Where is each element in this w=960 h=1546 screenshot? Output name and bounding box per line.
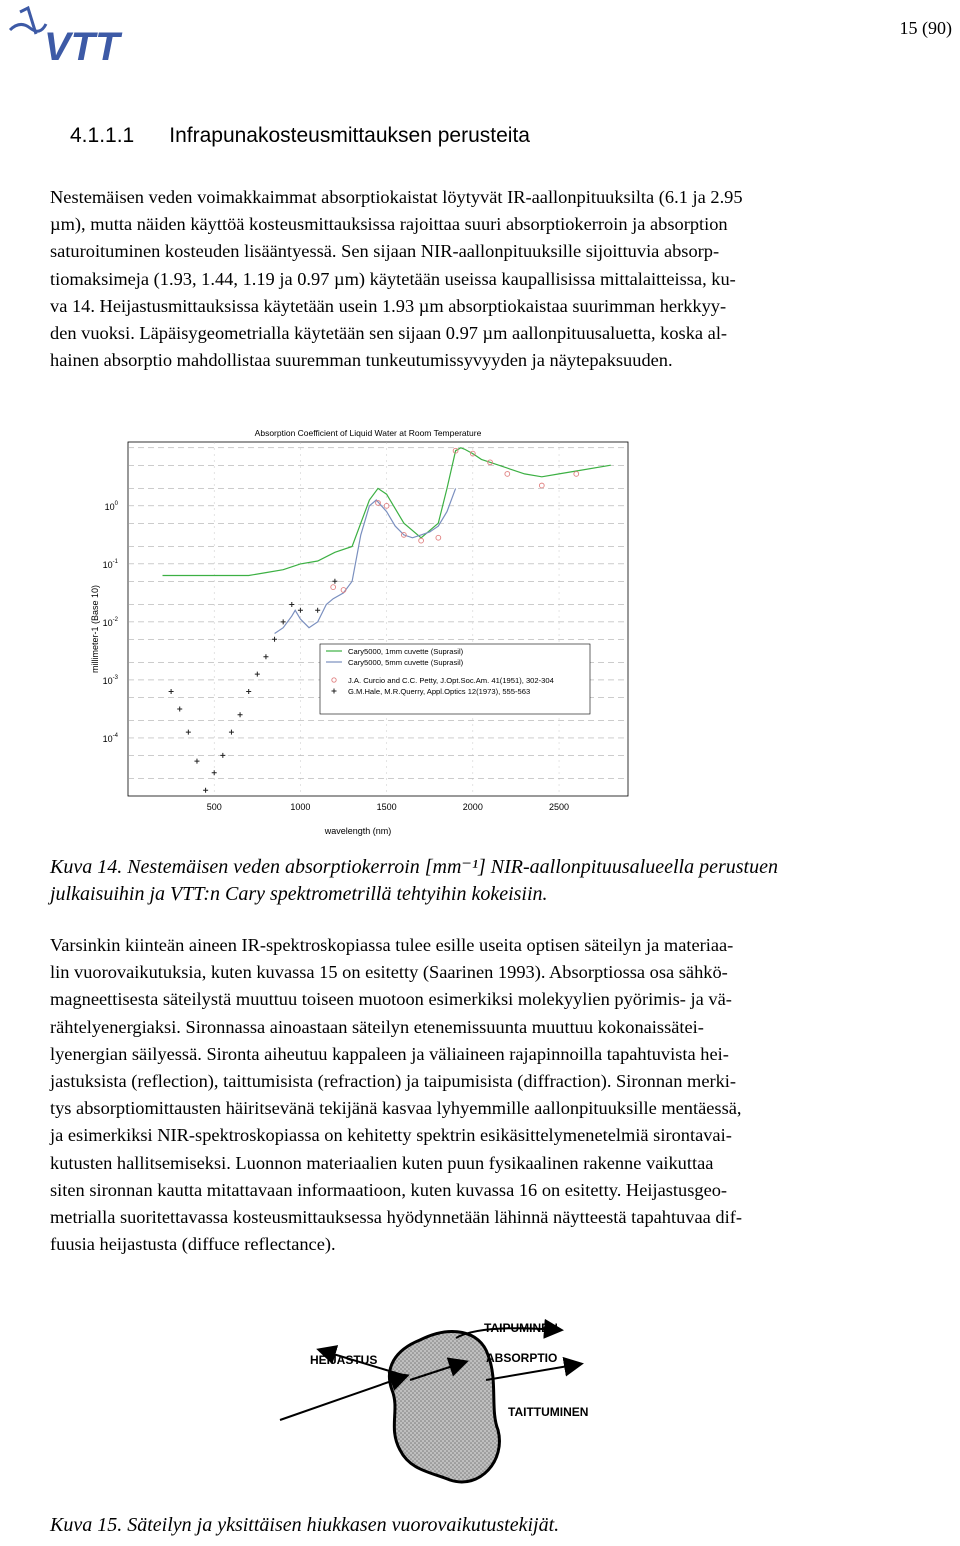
text-line: lin vuorovaikutuksia, kuten kuvassa 15 on esitetty (Saarinen 1993). Absorptiossa osa sähkö- [50, 962, 728, 983]
data-point [289, 602, 294, 607]
data-point [212, 770, 217, 775]
y-axis-label: millimeter-1 (Base 10) [90, 584, 100, 674]
data-point [332, 579, 337, 584]
text-line: Varsinkin kiinteän aineen IR-spektroskopiassa tulee esille useita optisen säteilyn ja materiaa- [50, 935, 734, 955]
caption-line: Kuva 14. Nestemäisen veden absorptiokerroin [mm⁻¹] NIR-aallonpituusalueella perustuen [50, 856, 778, 878]
data-point [177, 706, 182, 711]
caption-line: julkaisuihin ja VTT:n Cary spektrometrillä tehtyihin kokeisiin. [50, 883, 548, 905]
data-point [238, 712, 243, 717]
particle-interaction-diagram [260, 1300, 680, 1500]
legend-entry: Cary5000, 1mm cuvette (Suprasil) [348, 647, 464, 656]
section-heading [70, 124, 530, 148]
label-absorption: ABSORPTIO [486, 1351, 558, 1365]
text-line: den vuoksi. Läpäisygeometrialla käytetään sen sijaan 0.97 µm aallonpituusaluetta, koska al- [50, 323, 728, 344]
label-reflection: HEIJASTUS [310, 1353, 378, 1367]
data-point [229, 730, 234, 735]
data-point [331, 585, 336, 590]
y-tick-label: $10^{-4}$ [102, 732, 118, 744]
text-line: kutusten hallitsemiseksi. Luonnon materiaalien kuten puun fysikaalinen rakenne vaikuttaa [50, 1152, 714, 1173]
text-line: tiomaksimeja (1.93, 1.44, 1.19 ja 0.97 µm) käytetään useissa kaupallisissa mittalaitteissa, ku- [50, 268, 736, 289]
text-line: µm), mutta näiden käyttöä kosteusmittauksissa rajoittaa suuri absorptiokerroin ja absorption [50, 214, 728, 235]
text-line: magneettisesta säteilystä muuttuu toiseen muotoon esimerkiksi molekyylien pyörimis- ja vä- [50, 989, 732, 1010]
data-point [419, 538, 424, 543]
y-tick-label: $10^0$ [104, 500, 118, 512]
y-tick-label: $10^{-3}$ [102, 674, 118, 686]
data-point [263, 654, 268, 659]
data-point [574, 472, 579, 477]
x-tick-label: 500 [206, 802, 222, 812]
x-tick-label: 1500 [376, 802, 397, 812]
legend-entry: Cary5000, 5mm cuvette (Suprasil) [348, 658, 464, 667]
figure-14-caption [50, 854, 778, 908]
logo-text: VTT [44, 25, 120, 69]
chart-title: Absorption Coefficient of Liquid Water at Room Temperature [254, 428, 482, 438]
refracted-ray [486, 1364, 580, 1380]
figure-15-caption: Kuva 15. Säteilyn ja yksittäisen hiukkasen vuorovaikutustekijät. [50, 1514, 560, 1536]
paragraph-2 [50, 932, 928, 1258]
text-line: va 14. Heijastusmittauksissa käytetään usein 1.93 µm absorptiokaistaa suurimman herkkyy- [50, 295, 727, 316]
text-line: siten sironnan kautta mitattavaan informaatioon, kuten kuvassa 16 on esitetty. Heijastusgeo- [50, 1179, 728, 1200]
data-point [539, 483, 544, 488]
particle-shape [389, 1332, 499, 1482]
x-tick-label: 2000 [462, 802, 483, 812]
y-tick-label: $10^{-1}$ [102, 558, 118, 570]
data-point [255, 672, 260, 677]
text-line: hainen absorptio mahdollistaa suuremman tunkeutumissyvyyden ja näytepaksuuden. [50, 350, 673, 371]
data-point [194, 759, 199, 764]
text-line: lyenergian säilyessä. Sironta aiheutuu kappaleen ja väliaineen rajapinnoilla tapahtuvista hei- [50, 1043, 729, 1064]
data-point [315, 608, 320, 613]
text-line: Nestemäisen veden voimakkaimmat absorptiokaistat löytyvät IR-aallonpituuksilta (6.1 ja 2.95 [50, 187, 743, 207]
data-point [203, 788, 208, 793]
text-line: metrialla suoritettavassa kosteusmittauksessa hyödynnetään lähinnä näytteestä tapahtuvaa dif- [50, 1207, 742, 1228]
text-line: ja esimerkiksi NIR-spektroskopiassa on kehitetty spektrin esikäsittelymenetelmiä sirontavai- [50, 1125, 732, 1146]
data-point [186, 730, 191, 735]
x-axis-label: wavelength (nm) [324, 826, 392, 836]
text-line: rähtelyenergiaksi. Sironnassa ainoastaan säteilyn etenemissuunta muuttuu kokonaissätei- [50, 1016, 704, 1037]
plot-frame [128, 442, 628, 796]
data-point [246, 689, 251, 694]
data-point [436, 535, 441, 540]
text-line: jastuksista (reflection), taittumisista (refraction) ja taipumisista (diffraction). Sironnan merki- [50, 1071, 737, 1092]
x-tick-label: 1000 [290, 802, 311, 812]
data-point [220, 753, 225, 758]
x-tick-label: 2500 [549, 802, 570, 812]
label-refraction: TAITTUMINEN [508, 1405, 589, 1419]
text-line: fuusia heijastusta (diffuce reflectance). [50, 1234, 336, 1255]
vtt-logo [6, 4, 166, 69]
text-line: saturoituminen kosteuden lisääntyessä. Sen sijaan NIR-aallonpituuksille sijoittuvia absorp- [50, 241, 720, 262]
page-number: 15 (90) [899, 18, 952, 38]
data-point [281, 619, 286, 624]
legend-entry: G.M.Hale, M.R.Querry, Appl.Optics 12(1973), 555-563 [348, 687, 531, 696]
paragraph-1 [50, 184, 928, 374]
label-diffraction: TAIPUMINEN [484, 1321, 558, 1335]
data-point [505, 472, 510, 477]
incoming-ray [280, 1376, 406, 1420]
absorption-chart [80, 420, 660, 836]
section-number: 4.1.1.1 [70, 124, 135, 147]
y-tick-label: $10^{-2}$ [102, 616, 118, 628]
legend-entry: J.A. Curcio and C.C. Petty, J.Opt.Soc.Am. 41(1951), 302-304 [348, 676, 554, 685]
section-title: Infrapunakosteusmittauksen perusteita [169, 124, 530, 147]
data-point [298, 608, 303, 613]
data-point [272, 637, 277, 642]
text-line: tys absorptiomittausten häiritsevänä tekijänä kasvaa lyhyemmille aallonpituuksille mentäessä, [50, 1098, 742, 1119]
data-point [169, 689, 174, 694]
